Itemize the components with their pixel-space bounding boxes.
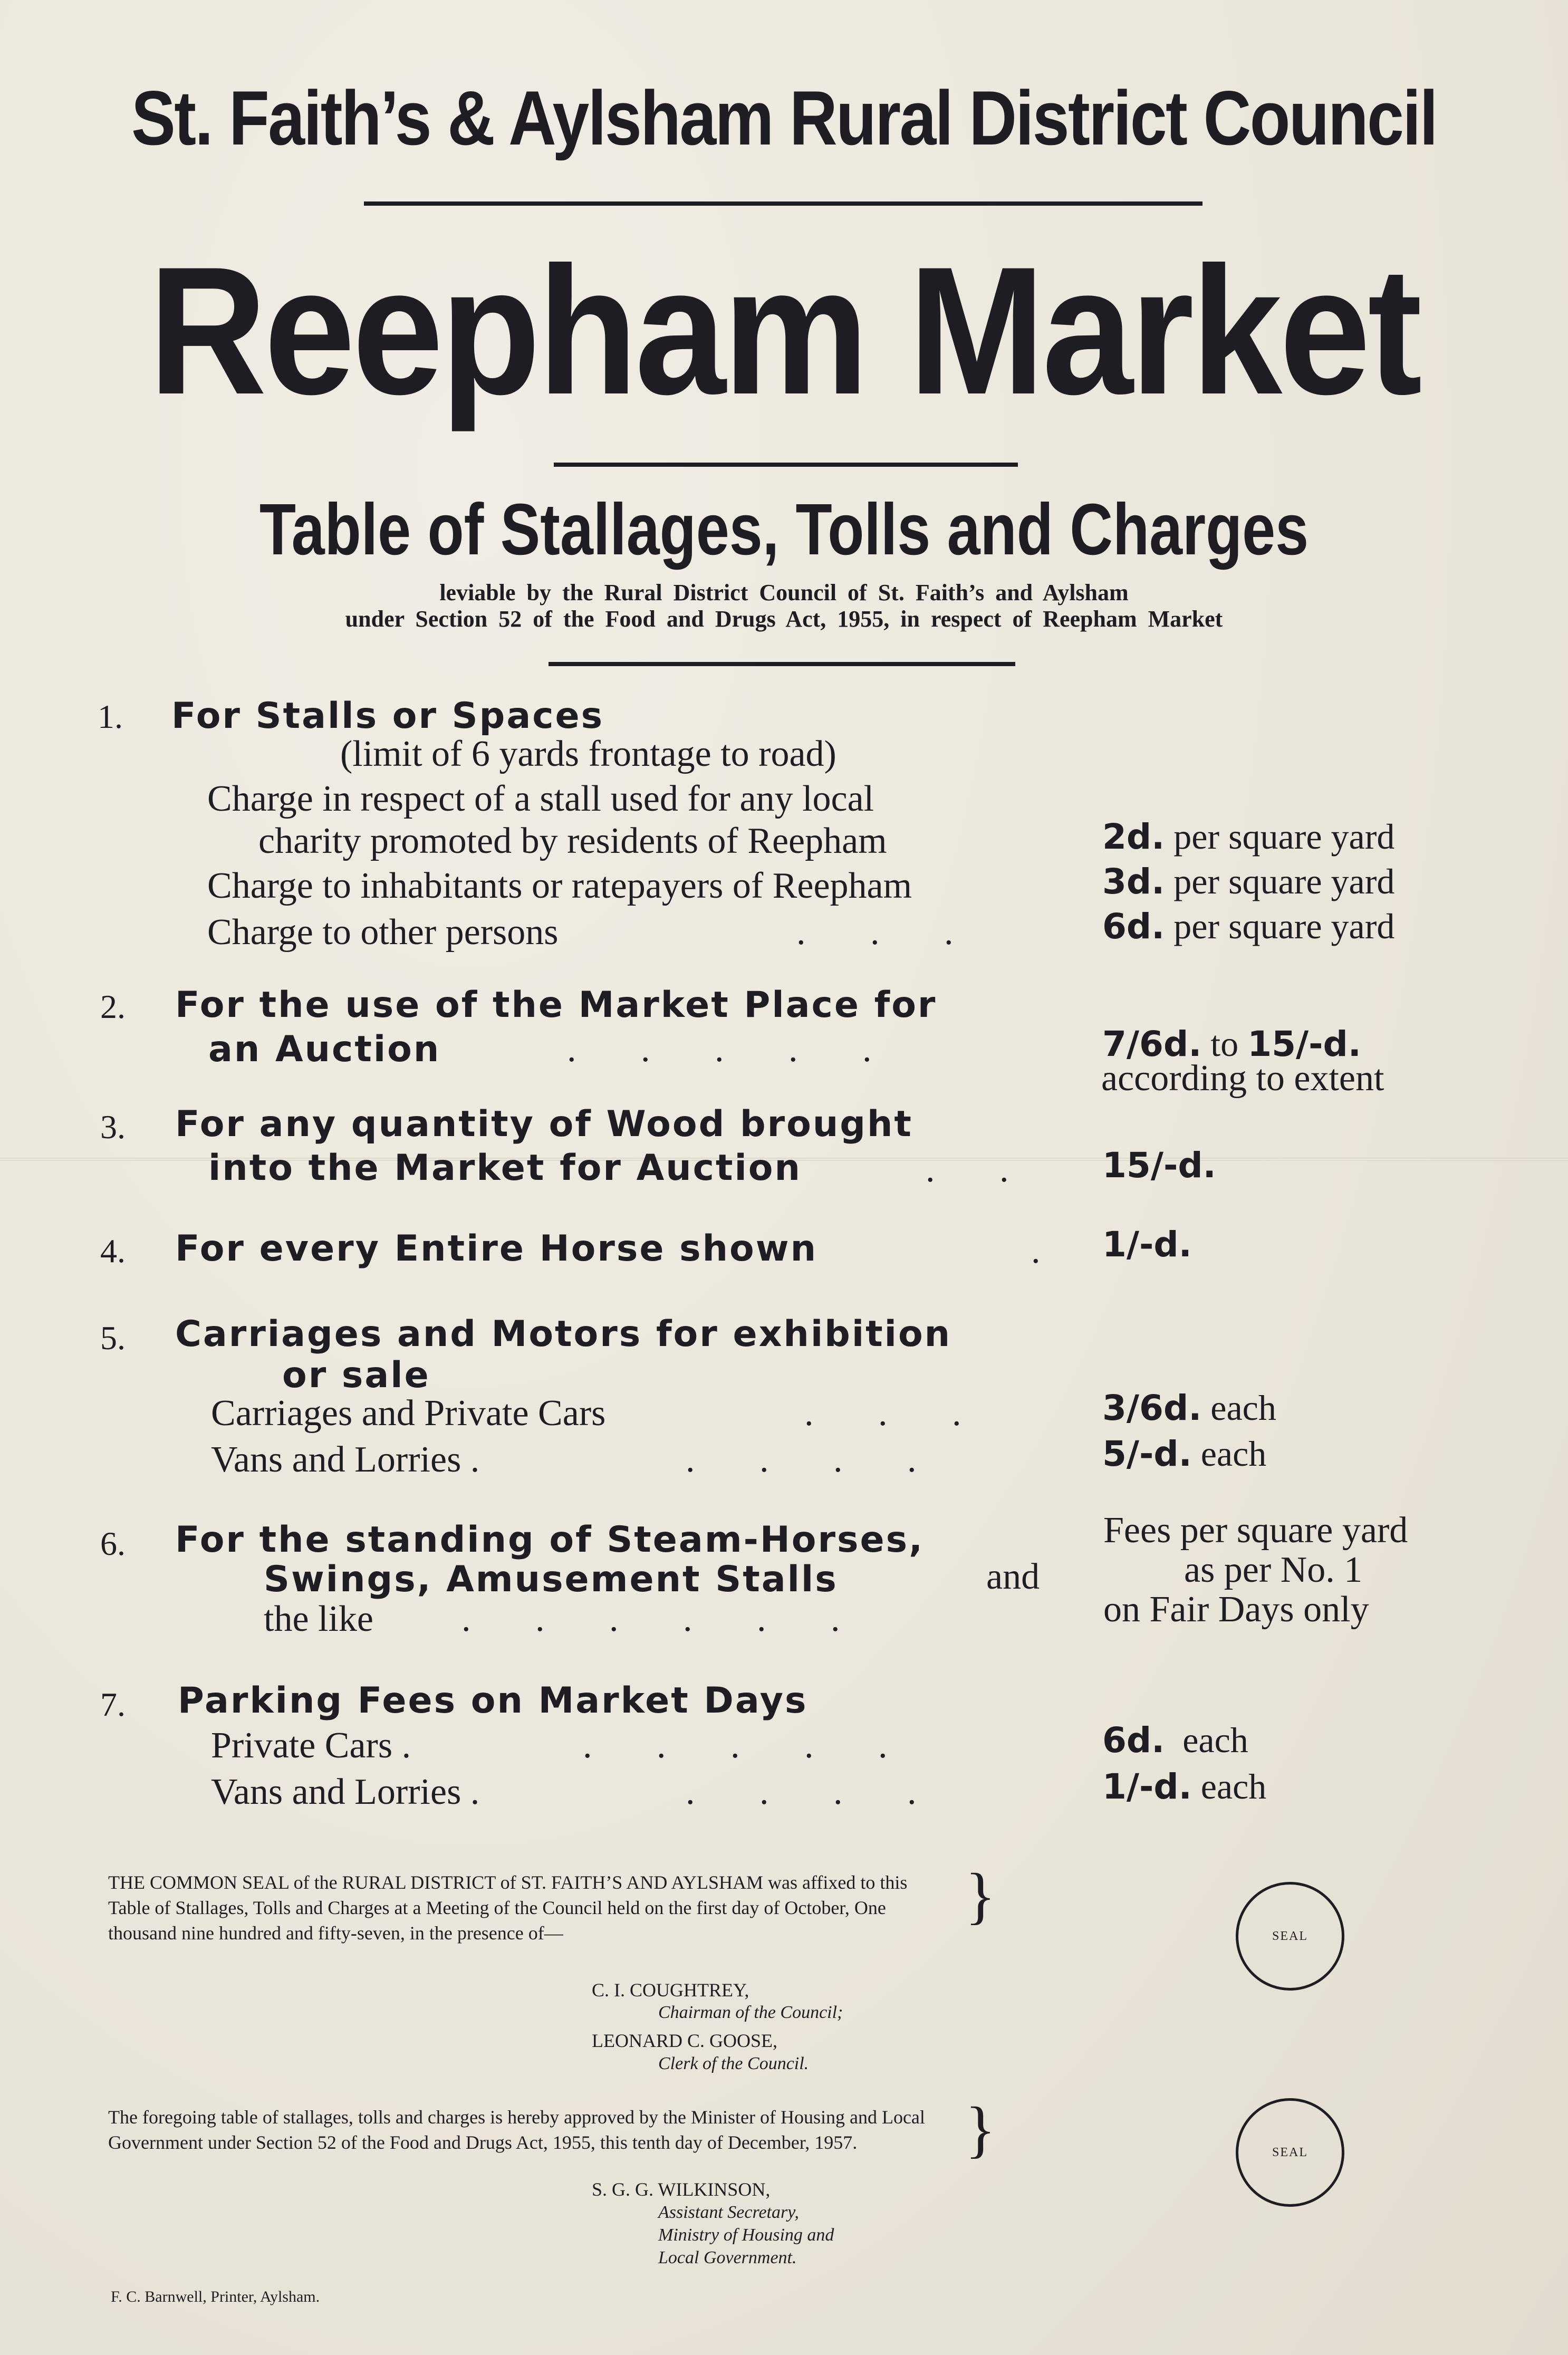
item-heading: For every Entire Horse shown (175, 1228, 817, 1270)
seal-stamp: SEAL (1236, 1882, 1344, 1991)
dot-leader: . . . . . . (461, 1599, 840, 1639)
item-heading-word: the like (264, 1599, 373, 1639)
dot-leader: . (1031, 1231, 1041, 1271)
item-heading: For the standing of Steam-Horses, (175, 1519, 924, 1561)
dot-leader: . . . . (686, 1772, 917, 1812)
charge-label: Vans and Lorries . (211, 1772, 480, 1812)
item-heading: into the Market for Auction (208, 1147, 802, 1189)
charge-label: Vans and Lorries . (211, 1439, 480, 1480)
signatory-title: Assistant Secretary, (658, 2203, 799, 2222)
item-heading: or sale (282, 1354, 430, 1396)
charge-label: charity promoted by residents of Reepham (258, 821, 887, 861)
dot-leader: . . . (796, 912, 954, 953)
charge-label: Charge in respect of a stall used for any local (207, 778, 874, 819)
charge-note: Fees per square yard (1103, 1510, 1408, 1551)
charge-price: 3d. per square yard (1102, 861, 1395, 902)
item-number: 2. (100, 988, 126, 1025)
item-number: 7. (100, 1686, 126, 1723)
council-name: St. Faith’s & Aylsham Rural District Council (131, 75, 1437, 161)
signatory-title: Local Government. (658, 2248, 797, 2267)
charge-price: 1/-d. (1102, 1224, 1192, 1265)
charge-price: 6d. per square yard (1102, 906, 1395, 947)
signatory-title: Chairman of the Council; (658, 2003, 843, 2022)
signatory-name: C. I. COUGHTREY, (592, 1979, 749, 2001)
dot-leader: . . . . . (583, 1725, 888, 1766)
charge-label: Charge to other persons (207, 912, 559, 953)
charge-price: 15/-d. (1102, 1145, 1216, 1186)
subtitle-line-2: under Section 52 of the Food and Drugs Act, 1955, in respect of Reepham Market (345, 606, 1223, 632)
charge-price: 2d. per square yard (1102, 816, 1395, 857)
item-number: 5. (100, 1319, 126, 1357)
item-note: (limit of 6 yards frontage to road) (340, 734, 836, 774)
charge-label: Carriages and Private Cars (211, 1393, 606, 1434)
table-title: Table of Stallages, Tolls and Charges (259, 489, 1309, 570)
signatory-name: LEONARD C. GOOSE, (592, 2030, 778, 2051)
item-heading: For the use of the Market Place for (175, 984, 937, 1026)
item-heading: Swings, Amusement Stalls (264, 1559, 838, 1600)
printer-credit: F. C. Barnwell, Printer, Aylsham. (111, 2288, 320, 2305)
charge-note: on Fair Days only (1103, 1589, 1369, 1630)
item-number: 1. (98, 698, 123, 735)
seal-stamp: SEAL (1236, 2098, 1344, 2207)
charge-note: according to extent (1101, 1058, 1384, 1099)
item-heading: Parking Fees on Market Days (178, 1680, 808, 1722)
charge-price: 1/-d. each (1102, 1766, 1267, 1807)
charge-label: Private Cars . (211, 1725, 411, 1766)
charge-price: 5/-d. each (1102, 1434, 1267, 1474)
item-number: 3. (100, 1108, 126, 1146)
page-title: Reepham Market (148, 229, 1420, 432)
divider-rule (554, 463, 1018, 467)
charge-price: 7/6d. to 15/-d. (1102, 1024, 1361, 1064)
dot-leader: . . . . (686, 1439, 917, 1480)
brace: } (965, 2094, 996, 2164)
brace: } (965, 1860, 996, 1930)
charge-price: 3/6d. each (1102, 1388, 1276, 1428)
dot-leader: . . (926, 1149, 1009, 1190)
item-heading: Carriages and Motors for exhibition (175, 1313, 952, 1355)
item-heading: For Stalls or Spaces (171, 695, 604, 737)
charge-price: 6d. each (1102, 1720, 1248, 1761)
divider-rule (549, 662, 1015, 666)
item-number: 6. (100, 1525, 126, 1562)
signatory-title: Ministry of Housing and (658, 2225, 834, 2245)
signatory-name: S. G. G. WILKINSON, (592, 2179, 771, 2200)
item-heading: For any quantity of Wood brought (175, 1103, 913, 1145)
item-number: 4. (100, 1232, 126, 1270)
subtitle-line-1: leviable by the Rural District Council of St. Faith’s and Aylsham (439, 580, 1129, 605)
dot-leader: . . . (804, 1393, 961, 1434)
divider-rule (364, 201, 1203, 206)
item-heading-word: and (986, 1556, 1040, 1597)
item-heading: an Auction (208, 1028, 441, 1070)
approval-statement: The foregoing table of stallages, tolls and charges is hereby approved by the Minister of Housing and Local Government under Section 52 of the Food and Drugs Act, 1955, this tenth day of December, 1957. (108, 2107, 925, 2153)
seal-statement: THE COMMON SEAL of the RURAL DISTRICT of ST. FAITH’S AND AYLSHAM was affixed to this Table of Stallages, Tolls and Charges at a Meeting of the Council held on the first day of October, One thousand nine hundred and fifty-seven, in the presence of— (108, 1872, 908, 1944)
signatory-title: Clerk of the Council. (658, 2054, 809, 2073)
charge-note: as per No. 1 (1184, 1550, 1363, 1590)
dot-leader: . . . . . (567, 1029, 872, 1070)
charge-label: Charge to inhabitants or ratepayers of Reepham (207, 866, 912, 906)
